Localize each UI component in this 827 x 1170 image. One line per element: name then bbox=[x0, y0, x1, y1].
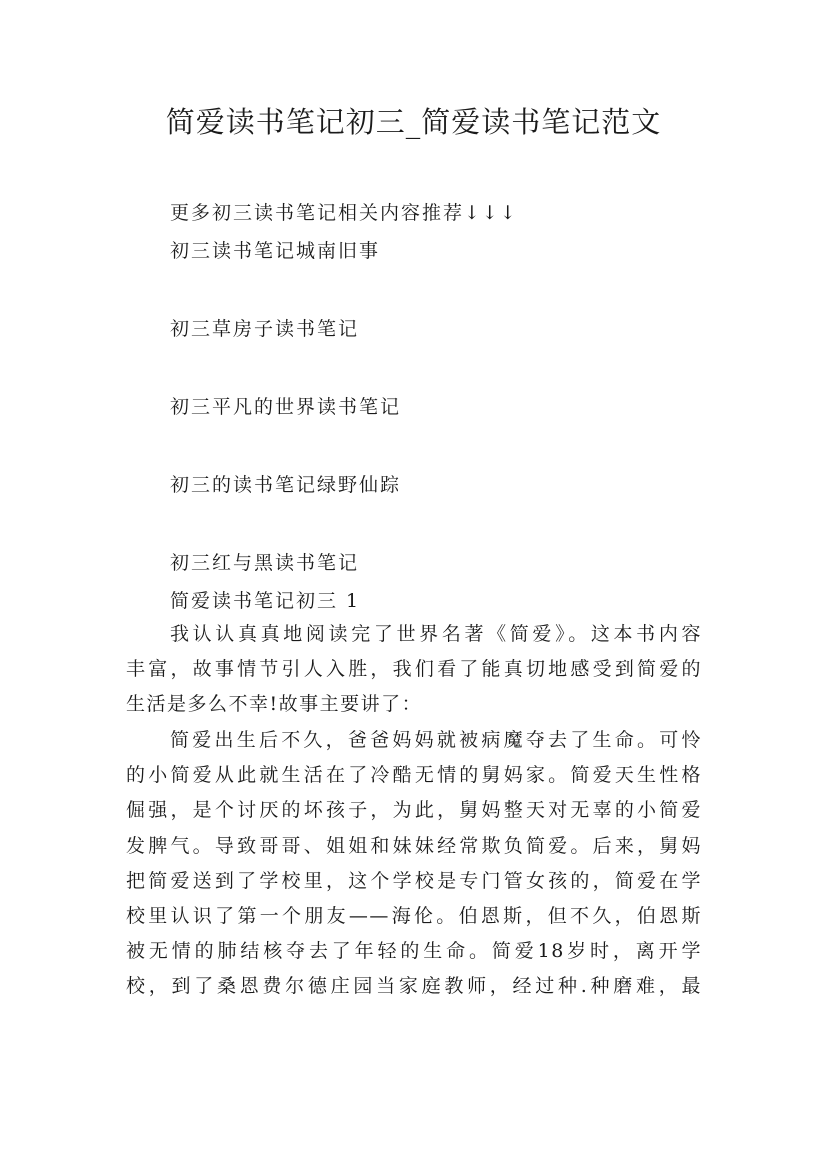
paragraph-line: 生活是多么不幸!故事主要讲了： bbox=[126, 693, 423, 716]
section-heading: 简爱读书笔记初三 1 bbox=[170, 590, 361, 612]
document-title: 简爱读书笔记初三_简爱读书笔记范文 bbox=[165, 105, 662, 139]
paragraph-story bbox=[126, 723, 702, 1005]
link-lvye-xianzong[interactable]: 初三的读书笔记绿野仙踪 bbox=[170, 474, 402, 496]
link-hong-yu-hei[interactable]: 初三红与黑读书笔记 bbox=[170, 552, 360, 574]
recommend-heading: 更多初三读书笔记相关内容推荐↓↓↓ bbox=[170, 202, 518, 224]
paragraph-line: 发脾气。导致哥哥、姐姐和妹妹经常欺负简爱。后来，舅妈 bbox=[126, 834, 702, 857]
paragraph-line: 简爱出生后不久，爸爸妈妈就被病魔夺去了生命。可怜 bbox=[170, 729, 702, 751]
paragraph-line: 被无情的肺结核夺去了年轻的生命。简爱18岁时，离开学 bbox=[126, 940, 702, 963]
paragraph-line: 倔强，是个讨厌的坏孩子，为此，舅妈整天对无辜的小简爱 bbox=[126, 799, 702, 822]
link-caofangzi[interactable]: 初三草房子读书笔记 bbox=[170, 318, 360, 340]
paragraph-line: 我认认真真地阅读完了世界名著《简爱》。这本书内容 bbox=[170, 623, 702, 645]
link-chengnan-jiushi[interactable]: 初三读书笔记城南旧事 bbox=[170, 240, 381, 262]
paragraph-line: 校里认识了第一个朋友——海伦。伯恩斯，但不久，伯恩斯 bbox=[126, 904, 702, 927]
paragraph-line: 丰富，故事情节引人入胜，我们看了能真切地感受到简爱的 bbox=[126, 658, 702, 681]
paragraph-line: 校，到了桑恩费尔德庄园当家庭教师，经过种.种磨难，最 bbox=[126, 975, 702, 998]
link-pingfan-de-shijie[interactable]: 初三平凡的世界读书笔记 bbox=[170, 396, 402, 418]
paragraph-line: 把简爱送到了学校里，这个学校是专门管女孩的，简爱在学 bbox=[126, 869, 702, 892]
paragraph-line: 的小简爱从此就生活在了冷酷无情的舅妈家。简爱天生性格 bbox=[126, 764, 702, 787]
paragraph-intro bbox=[126, 617, 702, 723]
